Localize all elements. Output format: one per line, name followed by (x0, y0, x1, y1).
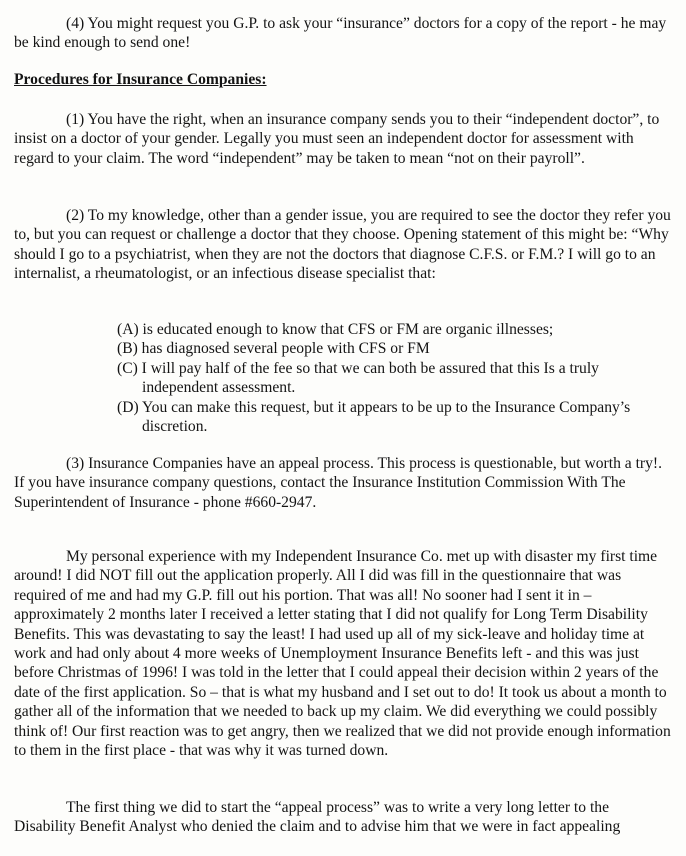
list-item: (A) is educated enough to know that CFS or FM are organic illnesses; (117, 321, 554, 338)
paragraph-2: (2) To my knowledge, other than a gender issue, you are required to see the doctor they refer you to, but you can request or challenge a doctor that they choose. Opening statement of this might be: “Why should I go to a psychiatrist, when they are not the doctors that diagnose C.F.S. or F.M.? I will go to an internalist, a rheumatologist, or an infectious disease specialist that: (14, 207, 671, 283)
paragraph-4: My personal experience with my Independent Insurance Co. met up with disaster my first time around! I did NOT fill out the application properly. All I did was fill in the questionnaire that was required of me and had my G.P. fill out his portion. That was all! No sooner had I sent it in – approximately 2 months later I received a letter stating that I did not qualify for Long Term Disability Benefits. This was devastating to say the least! I had used up all of my sick-leave and holiday time at work and had only about 4 more weeks of Unemployment Insurance Benefits left - and this was just before Christmas of 1996! I was told in the letter that I could appeal their decision within 2 years of the date of the first application. So – that is what my husband and I set out to do! It took us about a month to gather all of the information that we needed to back up my claim. We did everything we could possibly think of! Our first reaction was to get angry, then we realized that we did not provide enough information to them in the first place - that was why it was turned down. (14, 548, 671, 760)
paragraph-gp-request: (4) You might request you G.P. to ask your “insurance” doctors for a copy of the report - he may be kind enough to send one! (14, 15, 667, 52)
paragraph-3: (3) Insurance Companies have an appeal process. This process is questionable, but worth a try!. If you have insurance company questions, contact the Insurance Institution Commission With The Superintendent of Insurance - phone #660-2947. (14, 455, 663, 511)
criteria-list (117, 320, 647, 436)
list-item: (C) I will pay half of the fee so that we can both be assured that this Is a truly independent assessment. (117, 359, 599, 397)
list-item: (D) You can make this request, but it appears to be up to the Insurance Company’s discretion. (117, 398, 631, 436)
paragraph-5: The first thing we did to start the “appeal process” was to write a very long letter to the Disability Benefit Analyst who denied the claim and to advise him that we were in fact appealing (14, 799, 621, 836)
list-item: (B) has diagnosed several people with CFS or FM (117, 340, 430, 358)
section-heading: Procedures for Insurance Companies: (14, 71, 267, 88)
paragraph-1: (1) You have the right, when an insurance company sends you to their “independent doctor”, to insist on a doctor of your gender. Legally you must seen an independent doctor for assessment with regard to your claim. The word “independent” may be taken to mean “not on their payroll”. (14, 111, 660, 167)
